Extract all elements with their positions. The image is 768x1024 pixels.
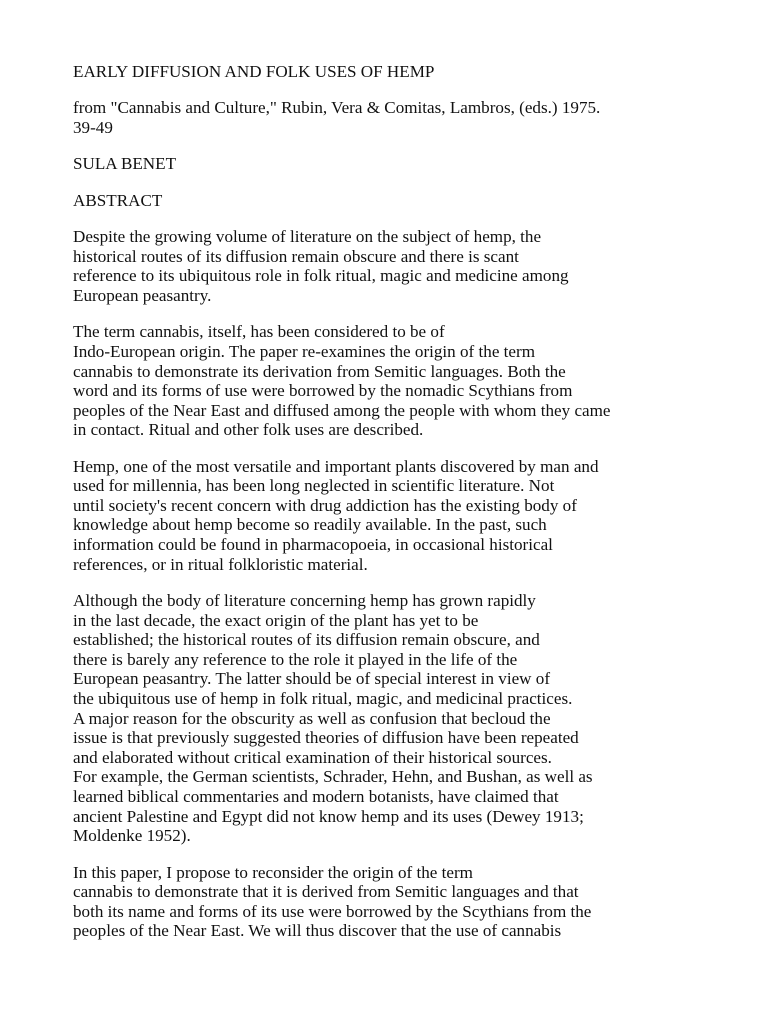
paragraph-line: Despite the growing volume of literature on the subject of hemp, the — [73, 227, 542, 247]
paragraph-line: in the last decade, the exact origin of the plant has yet to be — [73, 610, 479, 630]
paragraph-line: there is barely any reference to the role it played in the life of the — [73, 649, 518, 669]
author-name — [73, 154, 753, 174]
paragraph-line: references, or in ritual folkloristic material. — [73, 554, 368, 574]
paragraph-line: and elaborated without critical examination of their historical sources. — [73, 747, 552, 767]
paragraph-line: A major reason for the obscurity as well as confusion that becloud the — [73, 708, 551, 728]
paragraph-line: European peasantry. The latter should be of special interest in view of — [73, 669, 551, 689]
paragraph-line: established; the historical routes of its diffusion remain obscure, and — [73, 630, 540, 650]
paragraph-line: used for millennia, has been long neglected in scientific literature. Not — [73, 476, 555, 496]
paragraph-line: until society's recent concern with drug addiction has the existing body of — [73, 495, 577, 515]
paragraph-line: the ubiquitous use of hemp in folk ritual, magic, and medicinal practices. — [73, 689, 573, 709]
paragraph-line: peoples of the Near East. We will thus discover that the use of cannabis — [73, 921, 562, 941]
paragraph-line: Moldenke 1952). — [73, 826, 191, 846]
paragraph-line: European peasantry. — [73, 285, 212, 305]
paragraph-1 — [73, 227, 753, 305]
paragraph-5 — [73, 863, 753, 941]
source-citation — [73, 98, 753, 137]
paragraph-line: cannabis to demonstrate its derivation from Semitic languages. Both the — [73, 361, 566, 381]
paragraph-line: ancient Palestine and Egypt did not know hemp and its uses (Dewey 1913; — [73, 806, 584, 826]
paragraph-line: learned biblical commentaries and modern botanists, have claimed that — [73, 786, 559, 806]
source-line: 39-49 — [73, 117, 113, 137]
paragraph-line: peoples of the Near East and diffused among the people with whom they came — [73, 400, 611, 420]
document-page — [73, 62, 753, 958]
document-title — [73, 62, 753, 82]
paragraph-4 — [73, 591, 753, 846]
abstract-heading-line: ABSTRACT — [73, 190, 163, 210]
paragraph-line: word and its forms of use were borrowed by the nomadic Scythians from — [73, 381, 573, 401]
paragraph-line: both its name and forms of its use were borrowed by the Scythians from the — [73, 901, 592, 921]
paragraph-line: knowledge about hemp become so readily available. In the past, such — [73, 515, 547, 535]
abstract-heading — [73, 191, 753, 211]
paragraph-3 — [73, 457, 753, 575]
paragraph-line: information could be found in pharmacopoeia, in occasional historical — [73, 535, 553, 555]
paragraph-line: In this paper, I propose to reconsider the origin of the term — [73, 862, 473, 882]
source-line: from "Cannabis and Culture," Rubin, Vera & Comitas, Lambros, (eds.) 1975. — [73, 98, 601, 118]
paragraph-line: historical routes of its diffusion remain obscure and there is scant — [73, 246, 519, 266]
paragraph-line: Hemp, one of the most versatile and important plants discovered by man and — [73, 456, 599, 476]
paragraph-line: in contact. Ritual and other folk uses are described. — [73, 420, 424, 440]
paragraph-line: Indo-European origin. The paper re-examines the origin of the term — [73, 341, 535, 361]
paragraph-line: issue is that previously suggested theories of diffusion have been repeated — [73, 728, 579, 748]
paragraph-line: The term cannabis, itself, has been considered to be of — [73, 322, 445, 342]
paragraph-2 — [73, 322, 753, 440]
paragraph-line: cannabis to demonstrate that it is derived from Semitic languages and that — [73, 882, 579, 902]
author-line: SULA BENET — [73, 154, 177, 174]
paragraph-line: For example, the German scientists, Schrader, Hehn, and Bushan, as well as — [73, 767, 593, 787]
paragraph-line: Although the body of literature concerning hemp has grown rapidly — [73, 591, 536, 611]
title-line: EARLY DIFFUSION AND FOLK USES OF HEMP — [73, 62, 435, 81]
paragraph-line: reference to its ubiquitous role in folk ritual, magic and medicine among — [73, 266, 569, 286]
